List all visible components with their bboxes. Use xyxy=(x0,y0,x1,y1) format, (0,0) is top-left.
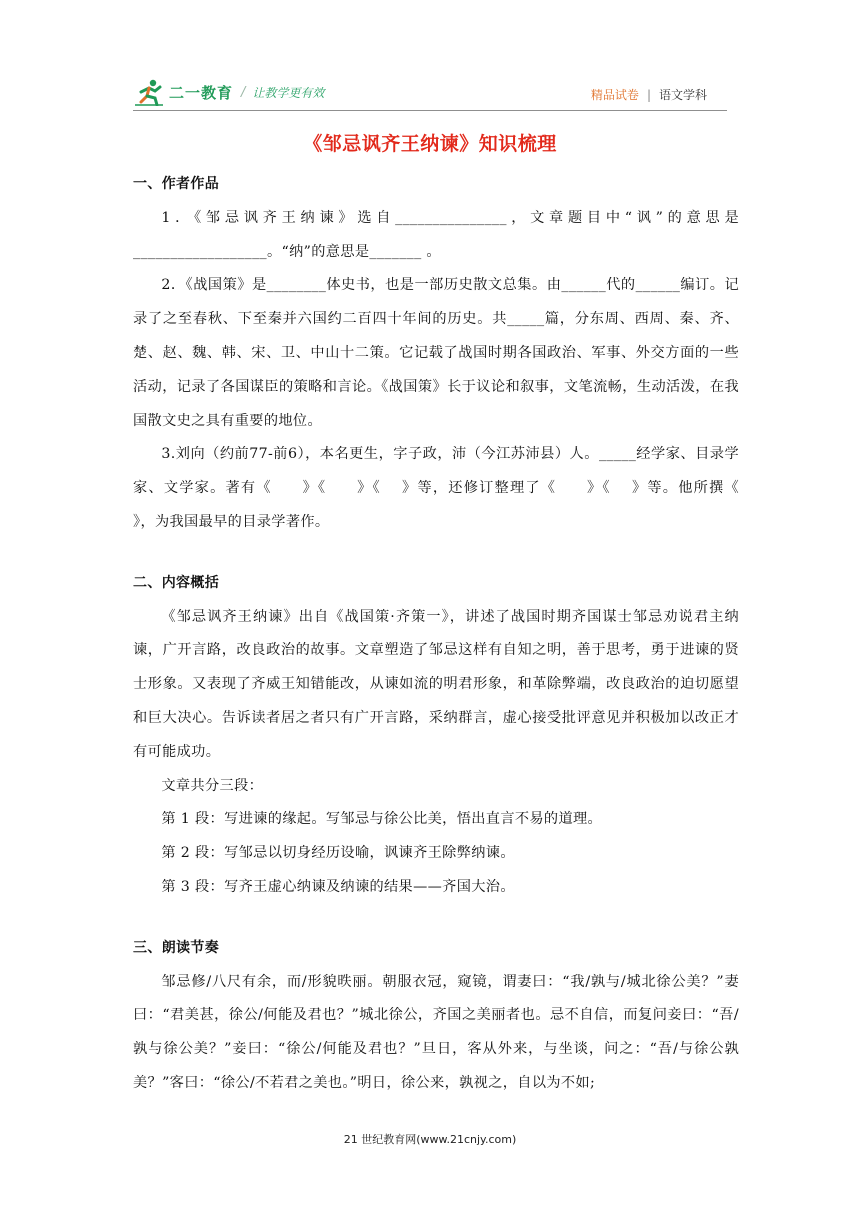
page-footer: 21 世纪教育网(www.21cnjy.com) xyxy=(343,1133,517,1146)
section-heading-summary: 二、内容概括 xyxy=(133,574,220,591)
header-tag-exam: 精品试卷 xyxy=(590,88,639,102)
header-separator: | xyxy=(646,88,651,102)
section-heading-rhythm: 三、朗读节奏 xyxy=(133,939,220,956)
paragraph-part-2: 第 2 段：写邹忌以切身经历设喻，讽谏齐王除弊纳谏。 xyxy=(161,845,515,862)
brand-slogan: 让教学更有效 xyxy=(252,85,325,100)
header-tag-subject: 语文学科 xyxy=(658,88,707,102)
document-body xyxy=(133,168,759,1101)
section-spacer xyxy=(133,905,739,932)
brand-divider: / xyxy=(241,84,246,100)
document-title: 《邹忌讽齐王纳谏》知识梳理 xyxy=(303,133,557,155)
paragraph-part-3: 第 3 段：写齐王虚心纳谏及纳谏的结果——齐国大治。 xyxy=(161,878,515,895)
brand-name: 二一教育 xyxy=(169,83,234,102)
paragraph-summary: 《邹忌讽齐王纳谏》出自《战国策·齐策一》，讲述了战国时期齐国谋士邹忌劝说君主纳谏，广开言路，改良政治的故事。文章塑造了邹忌这样有自知之明，善于思考，勇于进谏的贤士形象。又表现了齐威王知错能改，从谏如流的明君形象，和革除弊端，改良政治的迫切愿望和巨大决心。告诉读者居之者只有广开言路，采纳群言，虚心接受批评意见并积极加以改正才有可能成功。 xyxy=(133,608,739,760)
brand-logo xyxy=(133,78,324,106)
page-header xyxy=(133,76,727,111)
running-figure-icon xyxy=(133,78,167,106)
section-spacer xyxy=(133,540,739,567)
paragraph-structure-intro: 文章共分三段： xyxy=(161,777,264,794)
paragraph-reading-rhythm: 邹忌修/八尺有余，而/形貌昳丽。朝服衣冠，窥镜，谓妻曰：“我/孰与/城北徐公美？”妻曰：“君美甚，徐公/何能及君也？”城北徐公，齐国之美丽者也。忌不自信，而复问妾曰：“吾/孰与徐公美？”妾曰：“徐公/何能及君也？”旦日，客从外来，与坐谈，问之：“吾/与徐公孰美？”客曰：“徐公/不若君之美也。”明日，徐公来，孰视之，自以为不如; xyxy=(133,973,739,1091)
paragraph-zhanguoce: 2．《战国策》是________体史书，也是一部历史散文总集。由______代的______编订。记录了之至春秋、下至秦并六国约二百四十年间的历史。共_____篇，分东周、西周、秦、齐、楚、赵、魏、韩、宋、卫、中山十二策。它记载了战国时期各国政治、军事、外交方面的一些活动，记录了各国谋臣的策略和言论。《战国策》长于议论和叙事，文笔流畅，生动活泼，在我国散文史之具有重要的地位。 xyxy=(133,277,739,429)
paragraph-liuxiang: 3.刘向（约前77-前6），本名更生，字子政，沛（今江苏沛县）人。_____经学家、目录学家、文学家。著有《 》《 》《 》等，还修订整理了《 》《 》等。他所撰《 》，为我国最早的目录学著作。 xyxy=(133,446,759,530)
paragraph-part-1: 第 1 段：写进谏的缘起。写邹忌与徐公比美，悟出直言不易的道理。 xyxy=(161,811,603,828)
header-tags xyxy=(591,86,707,103)
paragraph-source-question: 1．《邹忌讽齐王纳谏》选自_______________，文章题目中“讽”的意思是__________________。“纳”的意思是_______ 。 xyxy=(133,209,739,260)
section-heading-author: 一、作者作品 xyxy=(133,176,220,192)
